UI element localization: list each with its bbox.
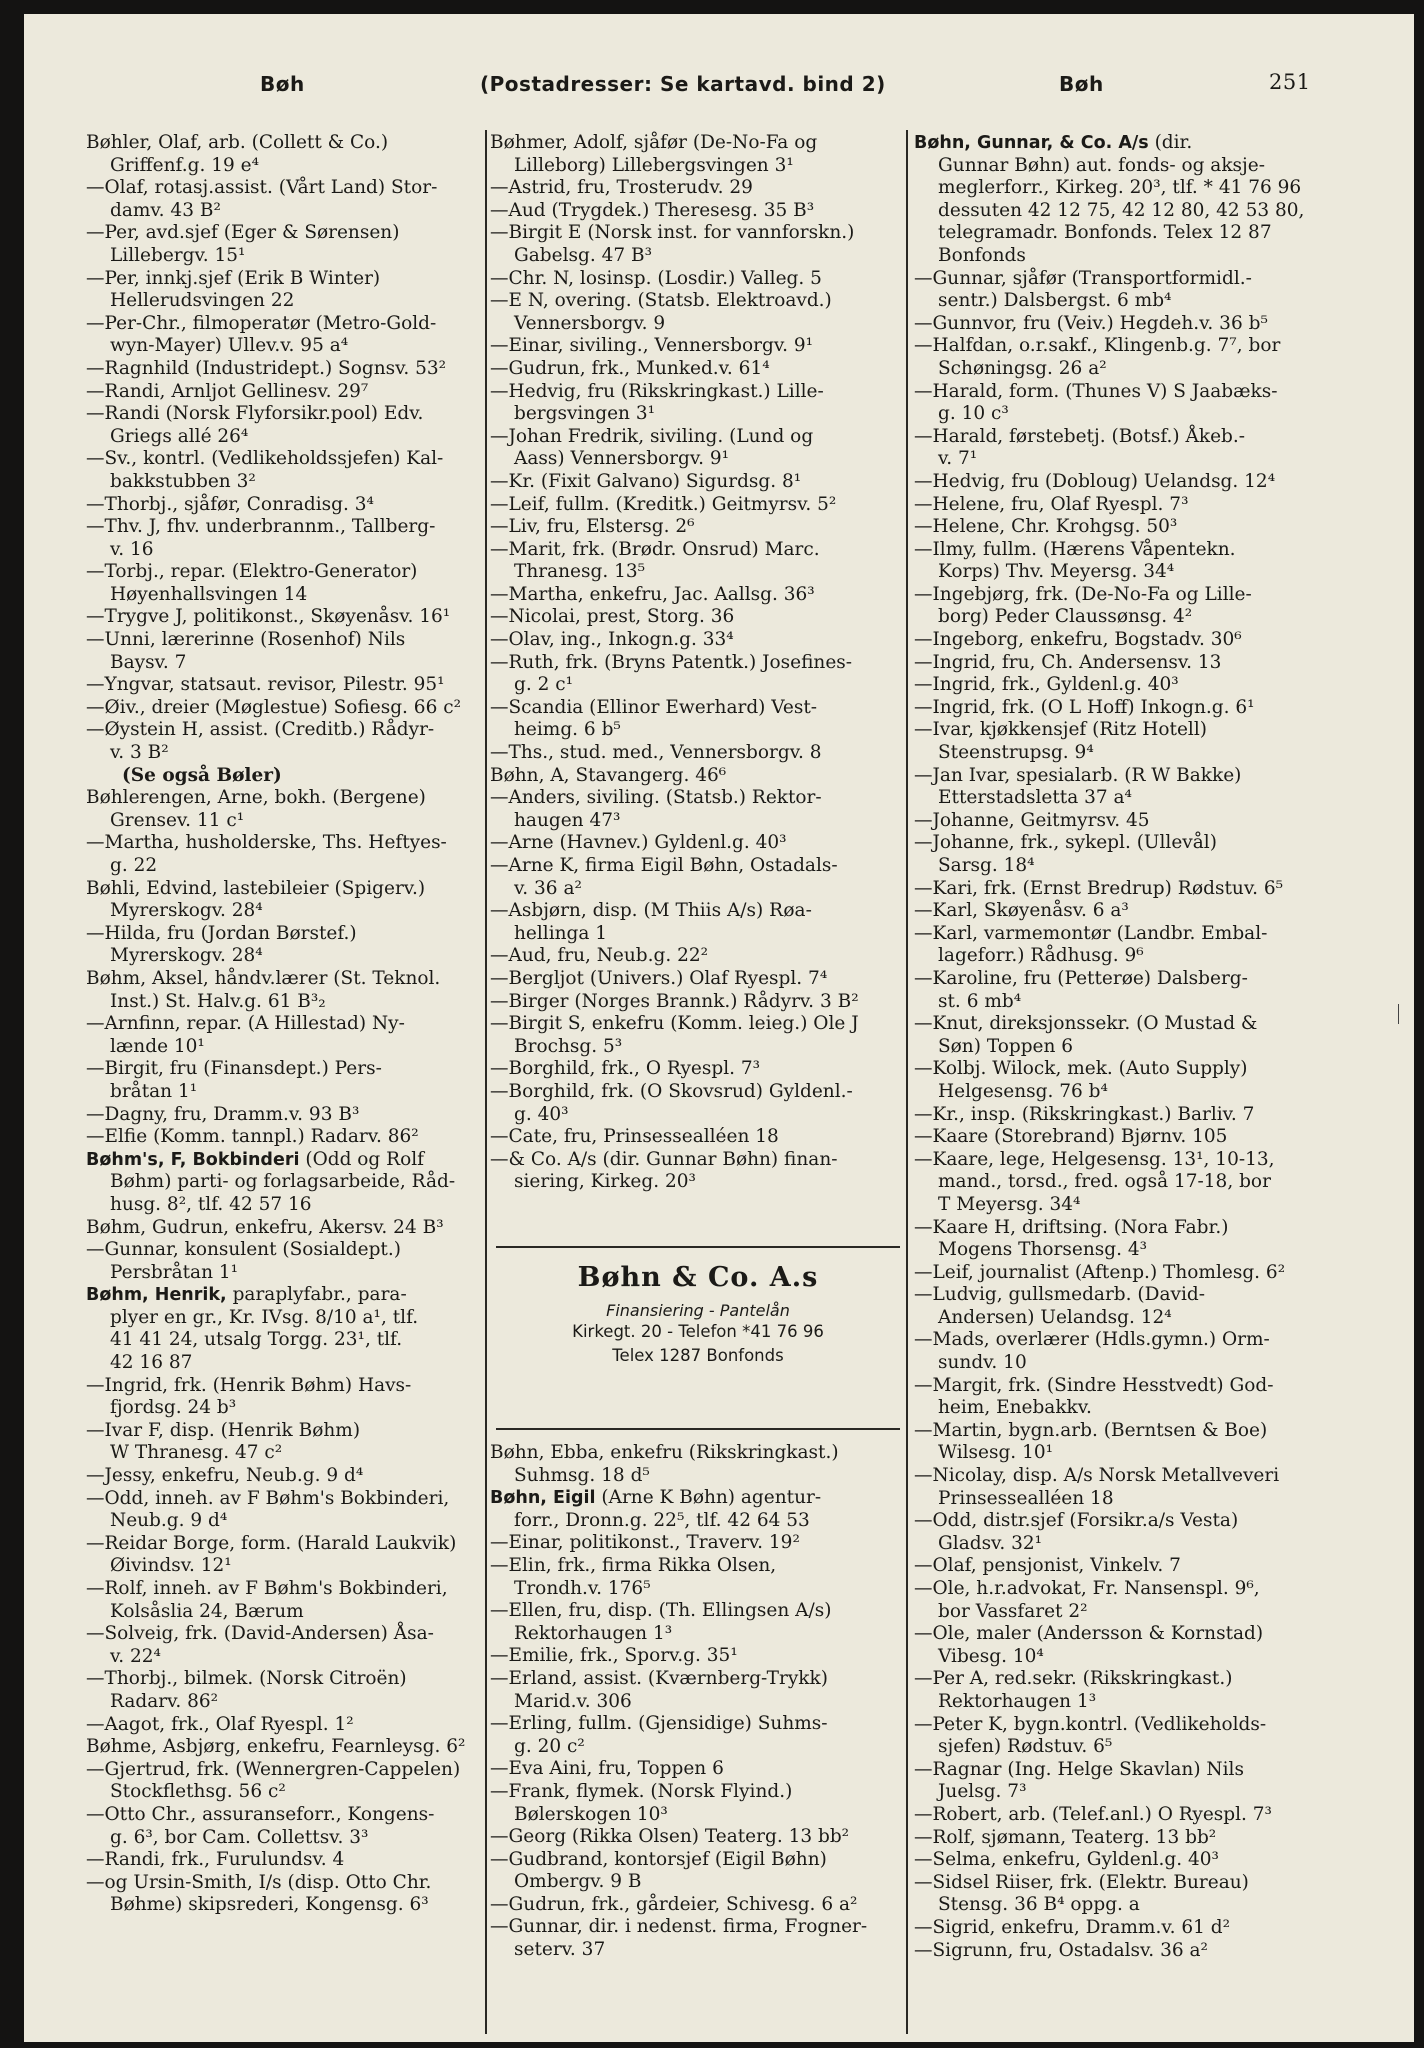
entry-continuation: Gladsv. 32¹ (938, 1532, 1043, 1554)
directory-entry: Bøhn, Eigil (Arne K Bøhn) agentur- (490, 1487, 822, 1509)
column-1 (86, 132, 506, 1917)
entry-continuation: Vibesg. 10⁴ (938, 1645, 1044, 1667)
directory-entry: —Arne (Havnev.) Gyldenl.g. 40³ (490, 832, 787, 854)
directory-entry: —Olav, ing., Inkogn.g. 33⁴ (490, 629, 734, 651)
directory-entry: —Gudbrand, kontorsjef (Eigil Bøhn) (490, 1848, 827, 1870)
directory-entry: —Dagny, fru, Dramm.v. 93 B³ (86, 1103, 360, 1125)
entry-continuation: Helgesensg. 76 b⁴ (938, 1080, 1108, 1102)
directory-entry: —Ludvig, gullsmedarb. (David- (914, 1284, 1205, 1306)
ad-company-name: Bøhn & Co. A.s (577, 1262, 819, 1293)
entry-continuation: Lillebergv. 15¹ (110, 244, 246, 266)
entry-continuation: Griffenf.g. 19 e⁴ (110, 154, 260, 176)
directory-entry: —Gunnar, sjåfør (Transportformidl.- (914, 267, 1252, 289)
entry-continuation: Brochsg. 5³ (514, 1035, 623, 1057)
directory-entry: —Yngvar, statsaut. revisor, Pilestr. 95¹ (86, 674, 445, 696)
directory-entry: —Ingrid, frk. (O L Hoff) Inkogn.g. 6¹ (914, 696, 1255, 718)
directory-entry: —Odd, inneh. av F Bøhm's Bokbinderi, (86, 1487, 450, 1509)
directory-entry: —Per-Chr., filmoperatør (Metro-Gold- (86, 312, 437, 334)
directory-entry: —Gunnar, konsulent (Sosialdept.) (86, 1239, 401, 1261)
entry-continuation: g. 6³, bor Cam. Collettsv. 3³ (110, 1826, 369, 1848)
directory-entry: —Gjertrud, frk. (Wennergren-Cappelen) (86, 1758, 461, 1780)
directory-entry: —Ragnhild (Industridept.) Sognsv. 53² (86, 357, 447, 379)
directory-entry: —Birgit E (Norsk inst. for vannforskn.) (490, 222, 855, 244)
entry-continuation: Gunnar Bøhn) aut. fonds- og aksje- (938, 154, 1265, 176)
entry-continuation: Bøhme) skipsrederi, Kongensg. 6³ (110, 1894, 429, 1916)
entry-continuation: bakkstubben 3² (110, 470, 256, 492)
cross-reference-note: (Se også Bøler) (122, 764, 282, 786)
column-2-lower (490, 1442, 920, 1962)
directory-entry: —Olaf, rotasj.assist. (Vårt Land) Stor- (86, 177, 438, 199)
entry-continuation: Rektorhaugen 1³ (514, 1622, 673, 1644)
directory-entry: —Martin, bygn.arb. (Berntsen & Boe) (914, 1419, 1268, 1441)
directory-entry: —Emilie, frk., Sporv.g. 35¹ (490, 1645, 738, 1667)
entry-bold-name: Bøhn, Eigil (490, 1488, 596, 1509)
directory-entry: —Helene, fru, Olaf Ryespl. 7³ (914, 493, 1189, 515)
entry-continuation: plyer en gr., Kr. IVsg. 8/10 a¹, tlf. (110, 1306, 419, 1328)
entry-continuation: telegramadr. Bonfonds. Telex 12 87 (938, 222, 1272, 244)
directory-entry: —Ingrid, frk., Gyldenl.g. 40³ (914, 674, 1179, 696)
directory-entry: —Astrid, fru, Trosterudv. 29 (490, 177, 753, 199)
entry-continuation: Etterstadsletta 37 a⁴ (938, 787, 1132, 809)
directory-entry: —Trygve J, politikonst., Skøyenåsv. 16¹ (86, 606, 451, 628)
entry-continuation: Vennersborgv. 9 (514, 312, 666, 334)
entry-continuation: haugen 47³ (514, 809, 621, 831)
entry-continuation: Thranesg. 13⁵ (514, 561, 646, 583)
entry-continuation: dessuten 42 12 75, 42 12 80, 42 53 80, (938, 199, 1305, 221)
directory-entry: —Karl, Skøyenåsv. 6 a³ (914, 900, 1129, 922)
directory-entry: —Nicolay, disp. A/s Norsk Metallveveri (914, 1465, 1280, 1487)
entry-continuation: v. 3 B² (110, 742, 169, 764)
advertisement-box (496, 1246, 900, 1430)
directory-entry: —Arne K, firma Eigil Bøhn, Ostadals- (490, 855, 838, 876)
header-left-keyword: Bøh (260, 72, 305, 96)
directory-entry: —Kaare, lege, Helgesensg. 13¹, 10-13, (914, 1148, 1275, 1170)
entry-continuation: v. 16 (110, 538, 154, 560)
directory-entry: —Leif, journalist (Aftenp.) Thomlesg. 6² (914, 1261, 1286, 1283)
entry-continuation: Gabelsg. 47 B³ (514, 244, 653, 266)
entry-continuation: Schøningsg. 26 a² (938, 357, 1107, 379)
directory-entry: —Øystein H, assist. (Creditb.) Rådyr- (86, 719, 435, 741)
directory-entry: Bøhmer, Adolf, sjåfør (De-No-Fa og (490, 132, 818, 153)
entry-continuation: seterv. 37 (514, 1939, 606, 1961)
entry-continuation: Steenstrupsg. 9⁴ (938, 742, 1094, 764)
entry-continuation: T Meyersg. 34⁴ (938, 1193, 1081, 1215)
directory-entry: —Gudrun, frk., gårdeier, Schivesg. 6 a² (490, 1893, 858, 1915)
entry-continuation: 42 16 87 (110, 1352, 193, 1374)
entry-continuation: bergsvingen 3¹ (514, 403, 656, 425)
directory-entry: —Ivar F, disp. (Henrik Bøhm) (86, 1419, 361, 1441)
entry-continuation: Radarv. 86² (110, 1690, 219, 1712)
directory-entry: —Kolbj. Wilock, mek. (Auto Supply) (914, 1058, 1248, 1080)
entry-continuation: Korps) Thv. Meyersg. 34⁴ (938, 561, 1175, 583)
directory-entry: —Ingrid, frk. (Henrik Bøhm) Havs- (86, 1374, 412, 1396)
directory-entry: —Halfdan, o.r.sakf., Klingenb.g. 7⁷, bor (914, 335, 1281, 357)
directory-entry: —Aagot, frk., Olaf Ryespl. 1² (86, 1713, 354, 1735)
entry-continuation: st. 6 mb⁴ (938, 990, 1022, 1012)
entry-continuation: Bonfonds (938, 244, 1026, 266)
entry-continuation: Persbråtan 1¹ (110, 1261, 239, 1283)
directory-entry: —Sigrunn, fru, Ostadalsv. 36 a² (914, 1939, 1208, 1961)
directory-entry: —Ingeborg, enkefru, Bogstadv. 30⁶ (914, 629, 1242, 651)
entry-continuation: Høyenhallsvingen 14 (110, 583, 308, 605)
directory-entry: —Margit, frk. (Sindre Hesstvedt) God- (914, 1374, 1274, 1396)
entry-continuation: sjefen) Rødstuv. 6⁵ (938, 1736, 1113, 1758)
entry-continuation: Myrerskogv. 28⁴ (110, 900, 263, 922)
entry-continuation: siering, Kirkeg. 20³ (514, 1171, 696, 1193)
entry-continuation: v. 22⁴ (110, 1645, 161, 1667)
directory-entry: —Robert, arb. (Telef.anl.) O Ryespl. 7³ (914, 1803, 1272, 1825)
directory-entry: —Marit, frk. (Brødr. Onsrud) Marc. (490, 538, 820, 560)
directory-entry: —Georg (Rikka Olsen) Teaterg. 13 bb² (490, 1826, 850, 1848)
directory-entry: Bøhli, Edvind, lastebileier (Spigerv.) (86, 877, 426, 899)
directory-entry: —Karl, varmemontør (Landbr. Embal- (914, 922, 1268, 944)
entry-continuation: Søn) Toppen 6 (938, 1035, 1074, 1057)
directory-entry: Bøhn, A, Stavangerg. 46⁶ (490, 764, 727, 786)
entry-continuation: sundv. 10 (938, 1352, 1027, 1374)
directory-entry: —Jessy, enkefru, Neub.g. 9 d⁴ (86, 1465, 364, 1487)
directory-entry: —Ivar, kjøkkensjef (Ritz Hotell) (914, 719, 1207, 741)
entry-continuation: v. 36 a² (514, 877, 582, 899)
ad-telex-line: Telex 1287 Bonfonds (612, 1346, 784, 1365)
entry-continuation: Inst.) St. Halv.g. 61 B³₂ (110, 990, 326, 1012)
directory-entry: —Aud (Trygdek.) Theresesg. 35 B³ (490, 199, 815, 221)
directory-entry: —Borghild, frk., O Ryespl. 7³ (490, 1058, 761, 1080)
entry-continuation: fjordsg. 24 b³ (110, 1397, 237, 1419)
directory-entry: —Per, innkj.sjef (Erik B Winter) (86, 267, 381, 289)
margin-mark (1398, 1004, 1399, 1024)
directory-entry: Bøhme, Asbjørg, enkefru, Fearnleysg. 6² (86, 1736, 466, 1758)
entry-continuation: borg) Peder Claussønsg. 4² (938, 606, 1193, 628)
directory-entry: —Martha, husholderske, Ths. Heftyes- (86, 832, 447, 854)
directory-entry: —Ilmy, fullm. (Hærens Våpentekn. (914, 538, 1236, 560)
directory-entry: —Sidsel Riiser, frk. (Elektr. Bureau) (914, 1871, 1249, 1893)
column-2 (490, 132, 920, 1194)
directory-entry: —Ths., stud. med., Vennersborgv. 8 (490, 742, 822, 764)
directory-entry: —Elin, frk., firma Rikka Olsen, (490, 1554, 777, 1576)
directory-entry: —Randi, Arnljot Gellinesv. 29⁷ (86, 380, 369, 402)
entry-continuation: Mogens Thorsensg. 4³ (938, 1239, 1148, 1261)
entry-bold-name: Bøhn, Gunnar, & Co. A/s (914, 133, 1149, 153)
directory-entry: —Kaare H, driftsing. (Nora Fabr.) (914, 1216, 1229, 1238)
directory-entry: —Birger (Norges Brannk.) Rådyrv. 3 B² (490, 990, 859, 1012)
entry-continuation: Rektorhaugen 1³ (938, 1690, 1097, 1712)
entry-continuation: mand., torsd., fred. også 17-18, bor (938, 1171, 1271, 1193)
directory-entry: —Birgit, fru (Finansdept.) Pers- (86, 1058, 382, 1080)
directory-entry: —Hedvig, fru (Rikskringkast.) Lille- (490, 380, 824, 402)
entry-continuation: Griegs allé 26⁴ (110, 425, 249, 447)
directory-entry: Bøhler, Olaf, arb. (Collett & Co.) (86, 132, 389, 153)
directory-entry: —Unni, lærerinne (Rosenhof) Nils (86, 629, 406, 651)
directory-entry: —Ellen, fru, disp. (Th. Ellingsen A/s) (490, 1600, 832, 1622)
directory-entry: Bøhm, Aksel, håndv.lærer (St. Teknol. (86, 967, 441, 989)
ad-subtitle: Finansiering - Pantelån (606, 1301, 790, 1320)
directory-entry: —Gunnvor, fru (Veiv.) Hegdeh.v. 36 b⁵ (914, 312, 1268, 334)
directory-entry: —Arnfinn, repar. (A Hillestad) Ny- (86, 1013, 405, 1035)
directory-entry: —Sv., kontrl. (Vedlikeholdssjefen) Kal- (86, 448, 444, 470)
directory-entry: —Rolf, sjømann, Teaterg. 13 bb² (914, 1826, 1217, 1848)
directory-entry: —Elfie (Komm. tannpl.) Radarv. 86² (86, 1126, 419, 1148)
entry-continuation: damv. 43 B² (110, 199, 221, 221)
entry-continuation: hellinga 1 (514, 922, 608, 944)
entry-continuation: Bøhm) parti- og forlagsarbeide, Råd- (110, 1171, 456, 1193)
page-number: 251 (1269, 70, 1311, 94)
entry-continuation: 41 41 24, utsalg Torgg. 23¹, tlf. (110, 1329, 403, 1351)
directory-entry: —Ole, maler (Andersson & Kornstad) (914, 1623, 1264, 1645)
directory-entry: —Johanne, Geitmyrsv. 45 (914, 809, 1150, 831)
directory-entry: —Ingebjørg, frk. (De-No-Fa og Lille- (914, 583, 1252, 605)
entry-continuation: g. 40³ (514, 1103, 569, 1125)
directory-entry: —Ole, h.r.advokat, Fr. Nansenspl. 9⁶, (914, 1578, 1260, 1599)
directory-entry: —Bergljot (Univers.) Olaf Ryespl. 7⁴ (490, 967, 828, 989)
directory-entry: —Randi (Norsk Flyforsikr.pool) Edv. (86, 403, 424, 425)
entry-continuation: Bølerskogen 10³ (514, 1803, 668, 1825)
entry-continuation: Neub.g. 9 d⁴ (110, 1510, 228, 1532)
directory-entry: —Thorbj., bilmek. (Norsk Citroën) (86, 1668, 407, 1690)
directory-entry: —Nicolai, prest, Storg. 36 (490, 606, 735, 628)
directory-entry: —Helene, Chr. Krohgsg. 50³ (914, 516, 1178, 538)
entry-continuation: husg. 8², tlf. 42 57 16 (110, 1193, 312, 1215)
entry-continuation: Andersen) Uelandsg. 12⁴ (938, 1306, 1172, 1328)
entry-continuation: Stockflethsg. 56 c² (110, 1781, 286, 1803)
directory-entry: —Chr. N, losinsp. (Losdir.) Valleg. 5 (490, 267, 822, 289)
entry-bold-name: Bøhm, Henrik, (86, 1285, 227, 1306)
entry-continuation: Øivindsv. 12¹ (110, 1555, 232, 1577)
entry-continuation: heimg. 6 b⁵ (514, 719, 621, 741)
header-center-note: (Postadresser: Se kartavd. bind 2) (480, 72, 886, 96)
directory-entry: —Øiv., dreier (Møglestue) Sofiesg. 66 c² (86, 696, 461, 718)
entry-continuation: Marid.v. 306 (514, 1690, 632, 1712)
entry-continuation: Grensev. 11 c¹ (110, 809, 245, 831)
directory-page (24, 14, 1414, 2042)
directory-entry: —Ruth, frk. (Bryns Patentk.) Josefines- (490, 651, 853, 673)
header-right-keyword: Bøh (1059, 72, 1104, 96)
entry-continuation: bor Vassfaret 2² (938, 1600, 1088, 1622)
page-header (24, 72, 1414, 116)
directory-entry: Bøhm's, F, Bokbinderi (Odd og Rolf (86, 1148, 424, 1170)
directory-entry: —Sigrid, enkefru, Dramm.v. 61 d² (914, 1916, 1231, 1938)
entry-continuation: sentr.) Dalsbergst. 6 mb⁴ (938, 290, 1172, 312)
directory-entry: —Ingrid, fru, Ch. Andersensv. 13 (914, 651, 1222, 673)
directory-entry: —Randi, frk., Furulundsv. 4 (86, 1849, 345, 1871)
directory-entry: —Per, avd.sjef (Eger & Sørensen) (86, 222, 400, 244)
directory-entry: —Kaare (Storebrand) Bjørnv. 105 (914, 1126, 1228, 1148)
entry-continuation: v. 7¹ (938, 448, 978, 470)
entry-continuation: forr., Dronn.g. 22⁵, tlf. 42 64 53 (514, 1509, 810, 1531)
entry-continuation: meglerforr., Kirkeg. 20³, tlf. * 41 76 96 (938, 177, 1302, 199)
directory-entry: —& Co. A/s (dir. Gunnar Bøhn) finan- (490, 1148, 838, 1170)
directory-entry: —Odd, distr.sjef (Forsikr.a/s Vesta) (914, 1510, 1239, 1532)
directory-entry: —Olaf, pensjonist, Vinkelv. 7 (914, 1555, 1181, 1577)
entry-continuation: Sarsg. 18⁴ (938, 855, 1035, 876)
directory-entry: Bøhm, Henrik, paraplyfabr., para- (86, 1284, 407, 1306)
directory-entry: —Kari, frk. (Ernst Bredrup) Rødstuv. 6⁵ (914, 877, 1284, 899)
entry-continuation: g. 10 c³ (938, 403, 1009, 425)
directory-entry: —Kr., insp. (Rikskringkast.) Barliv. 7 (914, 1103, 1255, 1125)
entry-continuation: lageforr.) Rådhusg. 9⁶ (938, 945, 1144, 967)
directory-entry: Bøhlerengen, Arne, bokh. (Bergene) (86, 787, 426, 809)
directory-entry: —Frank, flymek. (Norsk Flyind.) (490, 1780, 793, 1802)
directory-entry: —Hedvig, fru (Dobloug) Uelandsg. 12⁴ (914, 470, 1276, 492)
directory-entry: —Rolf, inneh. av F Bøhm's Bokbinderi, (86, 1578, 448, 1599)
entry-continuation: g. 2 c¹ (514, 674, 574, 696)
directory-entry: —Borghild, frk. (O Skovsrud) Gyldenl.- (490, 1080, 853, 1102)
entry-continuation: lænde 10¹ (110, 1035, 205, 1057)
directory-entry: —Liv, fru, Elstersg. 2⁶ (490, 516, 695, 538)
directory-entry: —Knut, direksjonssekr. (O Mustad & (914, 1013, 1258, 1035)
entry-continuation: Prinsessealléen 18 (938, 1487, 1114, 1509)
entry-continuation: Juelsg. 7³ (938, 1781, 1027, 1803)
directory-entry: —Kr. (Fixit Galvano) Sigurdsg. 8¹ (490, 470, 802, 492)
directory-entry: —Harald, form. (Thunes V) S Jaabæks- (914, 380, 1278, 402)
directory-entry: —E N, overing. (Statsb. Elektroavd.) (490, 290, 832, 312)
entry-bold-name: Bøhm's, F, Bokbinderi (86, 1149, 300, 1170)
entry-continuation: g. 22 (110, 855, 158, 876)
directory-entry: —Selma, enkefru, Gyldenl.g. 40³ (914, 1849, 1219, 1871)
directory-entry: —Harald, førstebetj. (Botsf.) Åkeb.- (914, 425, 1246, 447)
directory-entry: —Martha, enkefru, Jac. Aallsg. 36³ (490, 583, 815, 605)
directory-entry: Bøhm, Gudrun, enkefru, Akersv. 24 B³ (86, 1216, 444, 1238)
directory-entry: —Einar, siviling., Vennersborgv. 9¹ (490, 335, 814, 357)
entry-continuation: Suhmsg. 18 d⁵ (514, 1464, 650, 1486)
directory-entry: —Johan Fredrik, siviling. (Lund og (490, 425, 814, 447)
directory-entry: —Hilda, fru (Jordan Børstef.) (86, 922, 357, 944)
entry-continuation: Myrerskogv. 28⁴ (110, 945, 263, 967)
directory-entry: —Johanne, frk., sykepl. (Ullevål) (914, 832, 1217, 854)
entry-continuation: Baysv. 7 (110, 651, 187, 673)
directory-entry: —og Ursin-Smith, I/s (disp. Otto Chr. (86, 1871, 432, 1893)
directory-entry: —Karoline, fru (Petterøe) Dalsberg- (914, 967, 1248, 989)
entry-continuation: Aass) Vennersborgv. 9¹ (514, 448, 730, 470)
directory-entry: —Birgit S, enkefru (Komm. leieg.) Ole J (490, 1013, 859, 1035)
directory-entry: —Mads, overlærer (Hdls.gymn.) Orm- (914, 1329, 1270, 1351)
entry-continuation: Kolsåslia 24, Bærum (110, 1600, 304, 1622)
directory-entry: —Per A, red.sekr. (Rikskringkast.) (914, 1668, 1233, 1690)
directory-entry: —Otto Chr., assuranseforr., Kongens- (86, 1803, 435, 1825)
directory-entry: —Peter K, bygn.kontrl. (Vedlikeholds- (914, 1713, 1267, 1735)
directory-entry: —Gudrun, frk., Munked.v. 61⁴ (490, 357, 770, 379)
directory-entry: —Torbj., repar. (Elektro-Generator) (86, 561, 418, 583)
directory-entry: —Anders, siviling. (Statsb.) Rektor- (490, 787, 822, 809)
directory-entry: —Scandia (Ellinor Ewerhard) Vest- (490, 696, 818, 718)
entry-continuation: Ombergv. 9 B (514, 1871, 642, 1893)
column-3 (914, 132, 1369, 1962)
entry-continuation: bråtan 1¹ (110, 1080, 198, 1102)
directory-entry: —Cate, fru, Prinsessealléen 18 (490, 1126, 779, 1148)
directory-entry: —Reidar Borge, form. (Harald Laukvik) (86, 1532, 457, 1554)
entry-continuation: W Thranesg. 47 c² (110, 1442, 283, 1464)
directory-entry: —Erland, assist. (Kværnberg-Trykk) (490, 1667, 828, 1689)
entry-continuation: Trondh.v. 176⁵ (514, 1577, 651, 1599)
directory-entry: —Thv. J, fhv. underbrannm., Tallberg- (86, 516, 436, 538)
directory-entry: —Asbjørn, disp. (M Thiis A/s) Røa- (490, 900, 812, 922)
entry-continuation: Hellerudsvingen 22 (110, 290, 295, 312)
entry-continuation: Lilleborg) Lillebergsvingen 3¹ (514, 154, 794, 176)
entry-continuation: Wilsesg. 10¹ (938, 1442, 1054, 1464)
directory-entry: —Jan Ivar, spesialarb. (R W Bakke) (914, 764, 1242, 786)
entry-continuation: wyn-Mayer) Ullev.v. 95 a⁴ (110, 335, 349, 357)
entry-continuation: g. 20 c² (514, 1735, 585, 1757)
directory-entry: —Einar, politikonst., Traverv. 19² (490, 1532, 800, 1554)
directory-entry: —Eva Aini, fru, Toppen 6 (490, 1758, 724, 1780)
entry-continuation: heim, Enebakkv. (938, 1397, 1092, 1419)
directory-entry: Bøhn, Ebba, enkefru (Rikskringkast.) (490, 1442, 839, 1463)
directory-entry: —Gunnar, dir. i nedenst. firma, Frogner- (490, 1916, 868, 1938)
directory-entry: —Ragnar (Ing. Helge Skavlan) Nils (914, 1758, 1244, 1780)
directory-entry: —Aud, fru, Neub.g. 22² (490, 945, 709, 967)
entry-continuation: Stensg. 36 B⁴ oppg. a (938, 1894, 1140, 1916)
directory-entry: —Thorbj., sjåfør, Conradisg. 3⁴ (86, 493, 374, 515)
ad-address-line: Kirkegt. 20 - Telefon *41 76 96 (572, 1322, 824, 1341)
directory-entry: —Solveig, frk. (David-Andersen) Åsa- (86, 1623, 434, 1645)
directory-entry: Bøhn, Gunnar, & Co. A/s (dir. (914, 132, 1193, 153)
directory-entry: —Leif, fullm. (Kreditk.) Geitmyrsv. 5² (490, 493, 837, 515)
directory-entry: —Erling, fullm. (Gjensidige) Suhms- (490, 1713, 828, 1735)
